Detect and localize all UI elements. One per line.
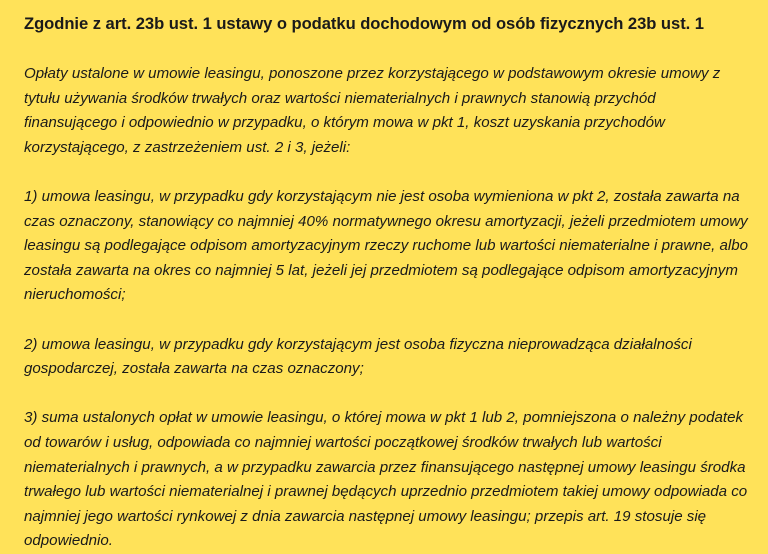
- point-1-paragraph: 1) umowa leasingu, w przypadku gdy korzystającym nie jest osoba wymieniona w pkt 2, została zawarta na czas oznaczony, stanowiący co najmniej 40% normatywnego okresu amortyzacji, jeżeli przedmiotem umowy leasingu są podlegające odpisom amortyzacyjnym rzeczy ruchome lub wartości niematerialne i prawne, albo została zawarta na okres co najmniej 5 lat, jeżeli jej przedmiotem są podlegające odpisom amortyzacyjnym nieruchomości;: [24, 187, 749, 304]
- point-3-paragraph: 3) suma ustalonych opłat w umowie leasingu, o której mowa w pkt 1 lub 2, pomniejszona o należny podatek od towarów i usług, odpowiada co najmniej wartości początkowej środków trwałych lub wartości niematerialnych i prawnych, a w przypadku zawarcia przez finansującego następnej umowy leasingu środka trwałego lub wartości niematerialnej i prawnej będących uprzednio przedmiotem takiej umowy odpowiada co najmniej jego wartości rynkowej z dnia zawarcia następnej umowy leasingu; przepis art. 19 stosuje się odpowiednio.: [24, 409, 748, 550]
- document-title: Zgodnie z art. 23b ust. 1 ustawy o podatku dochodowym od osób fizycznych 23b ust. 1: [24, 14, 704, 33]
- document-body: [24, 62, 750, 554]
- intro-paragraph: Opłaty ustalone w umowie leasingu, ponoszone przez korzystającego w podstawowym okresie umowy z tytułu używania środków trwałych oraz wartości niematerialnych i prawnych stanowią przychód finansującego i odpowiednio w przypadku, o którym mowa w pkt 1, koszt uzyskania przychodów korzystającego, z zastrzeżeniem ust. 2 i 3, jeżeli:: [24, 65, 721, 156]
- point-2-paragraph: 2) umowa leasingu, w przypadku gdy korzystającym jest osoba fizyczna nieprowadząca działalności gospodarczej, została zawarta na czas oznaczony;: [24, 335, 692, 378]
